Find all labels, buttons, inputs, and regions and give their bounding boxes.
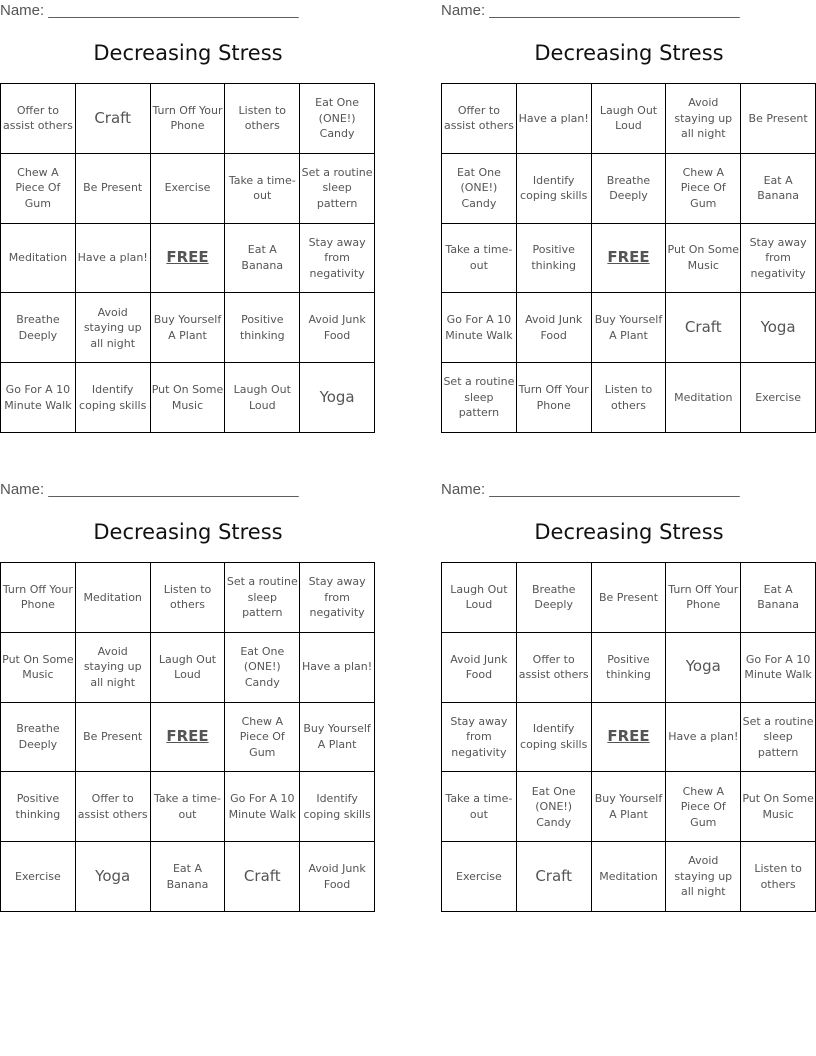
- bingo-card-4: [441, 479, 816, 919]
- bingo-cell: Offer to assist others: [517, 633, 592, 703]
- bingo-cell: Craft: [225, 842, 300, 912]
- bingo-cell: Stay away from negativity: [442, 703, 517, 773]
- bingo-cell: Breathe Deeply: [517, 563, 592, 633]
- bingo-cell: Laugh Out Loud: [592, 84, 667, 154]
- bingo-cell: Offer to assist others: [442, 84, 517, 154]
- bingo-cell: Take a time-out: [442, 772, 517, 842]
- bingo-cell: Avoid Junk Food: [300, 842, 375, 912]
- bingo-cell: Take a time-out: [225, 154, 300, 224]
- bingo-cell: Avoid staying up all night: [76, 633, 151, 703]
- bingo-cell: Laugh Out Loud: [151, 633, 226, 703]
- name-field: Name: ______________________________: [0, 481, 299, 498]
- bingo-cell: Listen to others: [225, 84, 300, 154]
- bingo-cell: Eat One (ONE!) Candy: [300, 84, 375, 154]
- bingo-grid: [0, 83, 375, 433]
- bingo-card-1: [0, 0, 376, 440]
- bingo-cell: Have a plan!: [300, 633, 375, 703]
- bingo-cell: Put On Some Music: [666, 224, 741, 294]
- bingo-cell: Breathe Deeply: [592, 154, 667, 224]
- free-space-cell: FREE: [592, 703, 667, 773]
- bingo-cell: Exercise: [442, 842, 517, 912]
- card-title: Decreasing Stress: [534, 520, 724, 544]
- bingo-cell: Offer to assist others: [1, 84, 76, 154]
- bingo-cell: Go For A 10 Minute Walk: [741, 633, 816, 703]
- bingo-cell: Eat A Banana: [151, 842, 226, 912]
- bingo-grid: [441, 562, 816, 912]
- bingo-card-3: [0, 479, 376, 919]
- bingo-cell: Meditation: [592, 842, 667, 912]
- bingo-cell: Put On Some Music: [151, 363, 226, 433]
- bingo-cell: Go For A 10 Minute Walk: [225, 772, 300, 842]
- bingo-cell: Buy Yourself A Plant: [151, 293, 226, 363]
- bingo-cell: Identify coping skills: [300, 772, 375, 842]
- bingo-cell: Stay away from negativity: [741, 224, 816, 294]
- bingo-cell: Be Present: [741, 84, 816, 154]
- bingo-cell: Put On Some Music: [741, 772, 816, 842]
- bingo-cell: Breathe Deeply: [1, 703, 76, 773]
- bingo-cell: Put On Some Music: [1, 633, 76, 703]
- bingo-cell: Avoid Junk Food: [517, 293, 592, 363]
- bingo-cell: Eat A Banana: [225, 224, 300, 294]
- bingo-cell: Listen to others: [151, 563, 226, 633]
- bingo-cell: Identify coping skills: [76, 363, 151, 433]
- bingo-cell: Exercise: [1, 842, 76, 912]
- bingo-cell: Chew A Piece Of Gum: [1, 154, 76, 224]
- bingo-cell: Yoga: [666, 633, 741, 703]
- bingo-cell: Craft: [517, 842, 592, 912]
- bingo-cell: Yoga: [741, 293, 816, 363]
- bingo-cell: Laugh Out Loud: [225, 363, 300, 433]
- bingo-cell: Chew A Piece Of Gum: [666, 772, 741, 842]
- bingo-cell: Eat One (ONE!) Candy: [517, 772, 592, 842]
- bingo-cell: Be Present: [76, 703, 151, 773]
- free-space-cell: FREE: [151, 703, 226, 773]
- bingo-cell: Have a plan!: [76, 224, 151, 294]
- bingo-cell: Yoga: [300, 363, 375, 433]
- bingo-cell: Laugh Out Loud: [442, 563, 517, 633]
- bingo-cell: Positive thinking: [225, 293, 300, 363]
- bingo-grid: [441, 83, 816, 433]
- bingo-cell: Set a routine sleep pattern: [741, 703, 816, 773]
- bingo-grid: [0, 562, 375, 912]
- bingo-cell: Go For A 10 Minute Walk: [1, 363, 76, 433]
- card-title: Decreasing Stress: [93, 520, 283, 544]
- bingo-cell: Turn Off Your Phone: [151, 84, 226, 154]
- bingo-cell: Chew A Piece Of Gum: [666, 154, 741, 224]
- bingo-cell: Craft: [76, 84, 151, 154]
- bingo-cell: Go For A 10 Minute Walk: [442, 293, 517, 363]
- bingo-cell: Stay away from negativity: [300, 563, 375, 633]
- bingo-cell: Buy Yourself A Plant: [592, 293, 667, 363]
- bingo-cell: Turn Off Your Phone: [517, 363, 592, 433]
- free-space-cell: FREE: [151, 224, 226, 294]
- bingo-cell: Turn Off Your Phone: [666, 563, 741, 633]
- card-title: Decreasing Stress: [534, 41, 724, 65]
- bingo-cell: Set a routine sleep pattern: [225, 563, 300, 633]
- bingo-cell: Avoid staying up all night: [76, 293, 151, 363]
- card-title: Decreasing Stress: [93, 41, 283, 65]
- bingo-cell: Avoid Junk Food: [300, 293, 375, 363]
- name-field: Name: ______________________________: [0, 2, 299, 19]
- bingo-cell: Buy Yourself A Plant: [592, 772, 667, 842]
- bingo-cell: Positive thinking: [1, 772, 76, 842]
- bingo-cell: Yoga: [76, 842, 151, 912]
- bingo-cell: Identify coping skills: [517, 703, 592, 773]
- bingo-cell: Set a routine sleep pattern: [442, 363, 517, 433]
- bingo-cell: Have a plan!: [666, 703, 741, 773]
- bingo-cell: Avoid staying up all night: [666, 84, 741, 154]
- bingo-cell: Listen to others: [741, 842, 816, 912]
- bingo-cell: Buy Yourself A Plant: [300, 703, 375, 773]
- bingo-cell: Be Present: [592, 563, 667, 633]
- name-field: Name: ______________________________: [441, 2, 740, 19]
- bingo-cell: Breathe Deeply: [1, 293, 76, 363]
- bingo-cell: Take a time-out: [442, 224, 517, 294]
- bingo-cell: Craft: [666, 293, 741, 363]
- bingo-cell: Eat One (ONE!) Candy: [442, 154, 517, 224]
- bingo-cell: Exercise: [741, 363, 816, 433]
- bingo-cell: Eat One (ONE!) Candy: [225, 633, 300, 703]
- bingo-cell: Meditation: [1, 224, 76, 294]
- bingo-cell: Meditation: [666, 363, 741, 433]
- bingo-cell: Listen to others: [592, 363, 667, 433]
- bingo-cell: Positive thinking: [592, 633, 667, 703]
- bingo-cell: Take a time-out: [151, 772, 226, 842]
- bingo-cell: Stay away from negativity: [300, 224, 375, 294]
- bingo-card-2: [441, 0, 816, 440]
- bingo-cell: Be Present: [76, 154, 151, 224]
- bingo-cell: Set a routine sleep pattern: [300, 154, 375, 224]
- bingo-cell: Chew A Piece Of Gum: [225, 703, 300, 773]
- bingo-cell: Identify coping skills: [517, 154, 592, 224]
- bingo-cell: Offer to assist others: [76, 772, 151, 842]
- bingo-cell: Exercise: [151, 154, 226, 224]
- bingo-cell: Eat A Banana: [741, 563, 816, 633]
- bingo-cell: Avoid Junk Food: [442, 633, 517, 703]
- name-field: Name: ______________________________: [441, 481, 740, 498]
- bingo-cell: Turn Off Your Phone: [1, 563, 76, 633]
- bingo-cell: Have a plan!: [517, 84, 592, 154]
- bingo-cell: Avoid staying up all night: [666, 842, 741, 912]
- bingo-cell: Positive thinking: [517, 224, 592, 294]
- free-space-cell: FREE: [592, 224, 667, 294]
- bingo-cell: Meditation: [76, 563, 151, 633]
- bingo-cell: Eat A Banana: [741, 154, 816, 224]
